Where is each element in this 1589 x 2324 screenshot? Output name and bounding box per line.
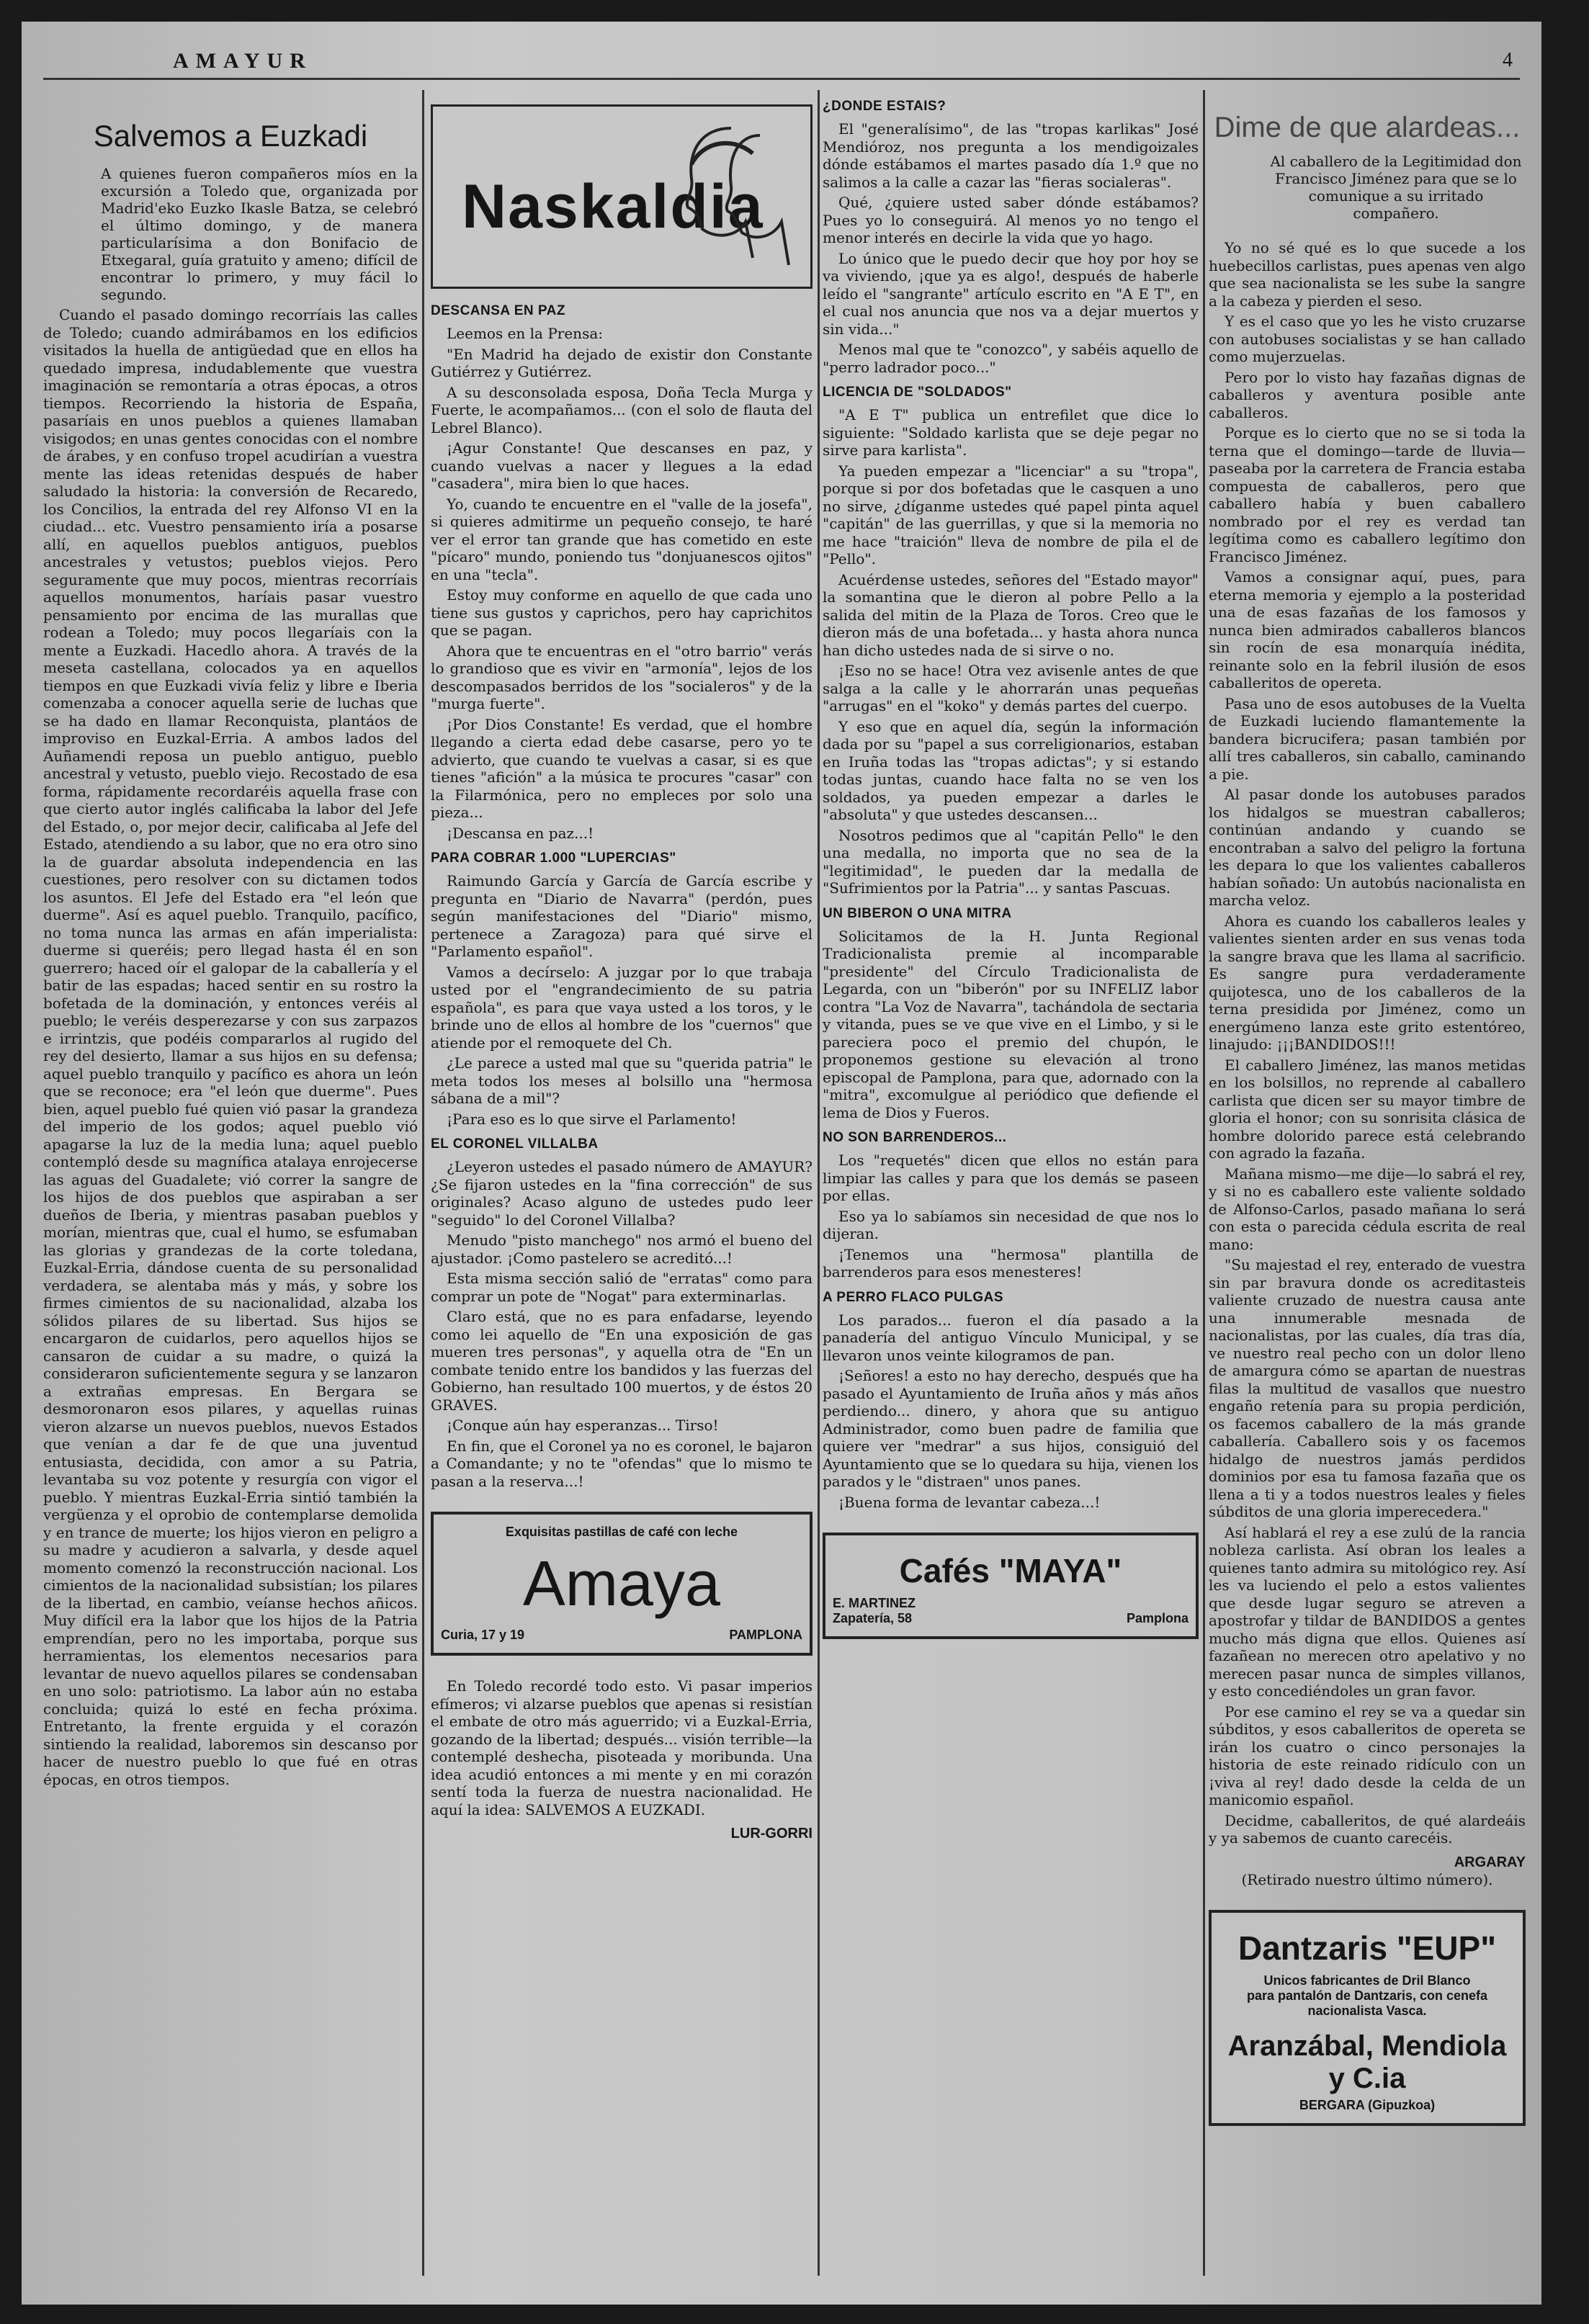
article-paragraph: Pasa uno de esos autobuses de la Vuelta de Euzkadi luciendo flamantemente la bandera bicrucifera; pasan también por allí tres caballeros, sin caballo, caminando a pie. xyxy=(1209,694,1526,783)
section-paragraph: Ya pueden empezar a "licenciar" a su "tropa", porque si por dos bofetadas que le casquen a uno no sirve, ¿díganme ustedes qué papel pinta aquel "capitán" de las guerrillas, y que si la memoria no me hace "traición" lleva de nombre de pila el de "Pello". xyxy=(823,462,1199,567)
ad-brand: Amaya xyxy=(523,1548,720,1619)
section-paragraph: ¡Por Dios Constante! Es verdad, que el hombre llegando a cierta edad debe casarse, pero yo te advierto, que cuando te vuelvas a casar, si es que tienes "afición" a la música te procures "casar" con la Filarmónica, pero no empleces por solo una pieza... xyxy=(431,715,813,821)
section-paragraph: Qué, ¿quiere usted saber dónde estábamos? Pues yo lo conseguirá. Al menos yo no tengo el menor interés en decirle la vida que yo hago. xyxy=(823,194,1199,246)
article-paragraph: Yo no sé qué es lo que sucede a los huebecillos carlistas, pues apenas ven algo que sea nacionalista se les sube la sangre a la cabeza y pierden el seso. xyxy=(1209,239,1526,310)
section-paragraph: ¿Leyeron ustedes el pasado número de AMAYUR? ¿Se fijaron ustedes en la "fina corrección" de sus originales? Acaso alguno de ustedes pudo leer "seguido" lo del Coronel Villalba? xyxy=(431,1158,813,1229)
section-heading: ¿DONDE ESTAIS? xyxy=(823,99,946,114)
section-heading: LICENCIA DE "SOLDADOS" xyxy=(823,385,1012,400)
article-paragraph: En Toledo recordé todo esto. Vi pasar imperios efímeros; vi alzarse pueblos que apenas si resistían el embate de otro más aguerrido; vi a Euzkal-Erria, gozando de la libertad; después... visión terrible—la contemplé deshecha, pisoteada y moribunda. Una idea acudió entonces a mi mente y en mi corazón sentí toda la fuerza de nuestra nacionalidad. He aquí la idea: SALVEMOS A EUZKADI. xyxy=(431,1677,813,1818)
section-paragraph: ¡Eso no se hace! Otra vez avisenle antes de que salga a la calle y le ahorrarán unas pequeñas "arrugas" en el "koko" y demás partes del cuerpo. xyxy=(823,662,1199,714)
ad-tagline: Exquisitas pastillas de café con leche xyxy=(505,1525,738,1539)
section-paragraph: Acuérdense ustedes, señores del "Estado mayor" la somantina que le dieron al pobre Pello a la salida del mitin de la Plaza de Toros. Creo que le dieron más de una bofetada... y hasta ahora nunca han dicho ustedes nada de si sirve o no. xyxy=(823,570,1199,659)
section-paragraph: Eso ya lo sabíamos sin necesidad de que nos lo dijeran. xyxy=(823,1207,1199,1242)
article-dedication: Al caballero de la Legitimidad don Francisco Jiménez para que se lo comunique a su irritado compañero. xyxy=(1270,153,1522,222)
section-heading: A PERRO FLACO PULGAS xyxy=(823,1289,1004,1305)
section-paragraph: Estoy muy conforme en aquello de que cada uno tiene sus gustos y caprichos, pero hay caprichitos que se pagan. xyxy=(431,586,813,639)
article-paragraph: "Su majestad el rey, enterado de vuestra sin par bravura donde os acreditasteis valiente cruzado de nuestra causa ante una innumerable mesnada de nacionalistas, por las cuales, día tras día, ve nuestro real pecho con un dolor lleno de amargura cómo se apartan de nuestras filas la multitud de vasallos que nuestro engaño retenía para su propia perdición, os facemos caballero de la más grande caballería. Caballero sois y os facemos hidalgo de nuestros jamás perdidos dominios por esa tu famosa fazaña que os llena a ti y a todos nuestros leales y fieles súbditos de una gloria imperecedera." xyxy=(1209,1256,1526,1520)
article-paragraph: Ahora es cuando los caballeros leales y valientes sienten arder en sus venas toda la sangre brava que les llama al sacrificio. Es sangre pura verdaderamente quijotesca, uno de los caballeros de la terna presidida por Jiménez, como un energúmeno lanza este grito estentóreo, linajudo: ¡¡¡BANDIDOS!!! xyxy=(1209,912,1526,1053)
article-paragraph: Al pasar donde los autobuses parados los hidalgos se muestran caballeros; continúan andando y cuando se encontraban a salvo del peligro la fortuna les depara lo que los valientes caballeros habían soñado: Un autobús nacionalista en marcha veloz. xyxy=(1209,786,1526,909)
column-3-sections xyxy=(823,99,1199,1511)
article-paragraph: Decidme, caballeritos, de qué alardeáis y ya sabemos de cuanto carecéis. xyxy=(1209,1811,1526,1847)
section-heading: UN BIBERON O UNA MITRA xyxy=(823,905,1012,921)
column-divider xyxy=(1203,90,1205,2276)
amaya-advert xyxy=(431,1512,813,1656)
article-paragraph: Así hablará el rey a ese zulú de la rancia nobleza carlista. Así obran los leales a quienes tanto admira su mitológico rey. Así les va luciendo el pelo a estos valientes que desde lugar seguro se atreven a apostrofar y tildar de BANDIDOS a gentes mucho más digna que ellos. Quienes así fazañean no merecen otro apelativo y no merecen pasar nunca de simples villanos, y esto concediéndoles un gran favor. xyxy=(1209,1523,1526,1700)
article-paragraph: Mañana mismo—me dije—lo sabrá el rey, y si no es caballero este valiente soldado de Alfonso-Carlos, pasado mañana lo será con esta o parecida cédula escrita de real mano: xyxy=(1209,1165,1526,1253)
section-paragraph: Los "requetés" dicen que ellos no están para limpiar las calles y para que los demás se paseen por ellas. xyxy=(823,1152,1199,1204)
article-paragraph: Porque es lo cierto que no se si toda la terna que el domingo—tarde de lluvia—paseaba por la carretera de Francia estaba compuesta de caballeros, pero que caballero había y buen caballero nombrado por el rey es verdad tan legítima como es caballero legítimo don Francisco Jiménez. xyxy=(1209,424,1526,565)
section-paragraph: ¡Para eso es lo que sirve el Parlamento! xyxy=(447,1110,737,1128)
article-title: Salvemos a Euzkadi xyxy=(93,119,368,153)
masthead xyxy=(43,49,1520,80)
section-paragraph: Menos mal que te "conozco", y sabéis aquello de "perro ladrador poco..." xyxy=(823,341,1199,376)
maya-advert xyxy=(823,1533,1199,1639)
column-4-body xyxy=(1209,239,1526,1847)
article-paragraph: El caballero Jiménez, las manos metidas en los bolsillos, no reprende al caballero carlista que dicen ser su mayor timbre de gloria el honor; con su sonrisita clásica de hombre dolorido parece está celebrando con agrado la fazaña. xyxy=(1209,1056,1526,1162)
masthead-brand: AMAYUR xyxy=(173,49,313,73)
article-signature: LUR-GORRI xyxy=(730,1826,813,1841)
section-paragraph: Esta misma sección salió de "erratas" como para comprar un pote de "Nogat" para exterminarlas. xyxy=(431,1270,813,1305)
section-paragraph: ¡Tenemos una "hermosa" plantilla de barrenderos para esos menesteres! xyxy=(823,1245,1199,1280)
section-paragraph: Leemos en la Prensa: xyxy=(447,325,603,342)
section-paragraph: "En Madrid ha dejado de existir don Constante Gutiérrez y Gutiérrez. xyxy=(431,345,813,380)
section-heading: NO SON BARRENDEROS... xyxy=(823,1130,1007,1145)
ad-maker: Aranzábal, Mendiola y C.ia xyxy=(1227,2030,1507,2094)
section-paragraph: ¡Agur Constante! Que descanses en paz, y cuando vuelvas a nacer y llegues a la edad "casadera", mira bien lo que haces. xyxy=(431,439,813,492)
ad-line: para pantalón de Dantzaris, con cenefa nacionalista Vasca. xyxy=(1246,1988,1488,2018)
section-paragraph: Ahora que te encuentras en el "otro barrio" verás lo grandioso que es vivir en "armonía", lejos de los descompasados berridos de los "socialeros" y de la "murga fuerte". xyxy=(431,642,813,712)
ad-city: Pamplona xyxy=(1126,1611,1189,1625)
article-paragraph: Vamos a consignar aquí, pues, para eterna memoria y ejemplo a la posteridad una de esas fazañas de los famosos y nunca bien admirados caballeros blancos sin rocín de esa monarquía inédita, reinante solo en la febril ilusión de esos caballeritos de opereta. xyxy=(1209,568,1526,691)
page-number: 4 xyxy=(1503,49,1513,71)
section-heading: PARA COBRAR 1.000 "LUPERCIAS" xyxy=(431,851,676,866)
column-3 xyxy=(823,90,1199,2276)
article-title: Dime de que alardeas... xyxy=(1214,112,1521,143)
section-paragraph: El "generalísimo", de las "tropas karlikas" José Mendióroz, nos pregunta a los mendigoizales dónde estábamos el martes pasado día 1.º que no salimos a la calle a cazar las "fieras socialeras". xyxy=(823,120,1199,191)
section-paragraph: ¡Conque aún hay esperanzas... Tirso! xyxy=(447,1417,719,1434)
article-paragraph: Cuando el pasado domingo recorríais las calles de Toledo; cuando admirábamos en los edificios visitados la huella de antigüedad que en ellos ha quedado impresa, indudablemente que vuestra imaginación se remontaría a otras épocas, a otros tiempos. Recorriendo la historia de España, pasaríais en unos pueblos a quienes llamaban visigodos; en unas gentes conocidas con el nombre de árabes, y en confuso tropel acudirían a vuestra mente las ideas retenidas después de haber saludado la historia: la conversión de Recaredo, los Concilios, la entrada del rey Alfonso VI en la ciudad... etc. Vuestro pensamiento iría a posarse allí, en aquellos pueblos antiguos, pueblos ancestrales y vetustos; pueblos viejos. Pero seguramente que muy pocos, mientras recorríais aquellos monumentos, haríais pasar vuestro pensamiento por encima de las murallas que rodean a Toledo; muy pocos llegaríais con la mente a Euzkadi. Hacedlo ahora. A través de la meseta castellana, colocados ya en aquellos tiempos en que Euzkadi vivía feliz y libre e Iberia comenzaba a conocer aquella serie de luchas que se ha dado en llamar Reconquista, plantáos de improviso en Euzkal-Erria. A ambos lados del Auñamendi reposa un pueblo antiguo, pueblo ancestral y vetusto, pueblo viejo. Recostado de esa forma, rápidamente recordaréis aquella frase con que cierto autor inglés calificaba la labor del Jefe del Estado, o, por mejor decir, calificaba al Jefe del Estado, atendiendo a su labor, que no era otro sino la de guardar absoluta independencia en las cuestiones, pero resolver con su dictamen todos los asuntos. El Jefe del Estado era "el león que duerme". Así es aquel pueblo. Tranquilo, pacífico, no toma nunca las armas en afán imperialista: duerme si queréis; pero llegad hasta él en son guerrero; haced oír el galopar de la caballería y el batir de las espadas; haced sentir en su rostro la bofetada de la dominación, y entonces veréis al pueblo; le veréis desperezarse y con sus zarpazos e irrintzis, que podéis compararlos al rugido del rey del desierto, llamar a sus hijos en su defensa; aquel pueblo tranquilo y pacífico es ahora un león que se reconoce; era "el león que duerme". Pues bien, aquel pueblo fué quien vió pasar la grandeza del imperio de los godos; aquel pueblo vió apagarse la luz de la media luna; aquel pueblo contempló desde su magnífica atalaya enrojecerse las aguas del Guadalete; vió correr la sangre de los hijos de dos pueblos que aspiraban a ser dueños de Iberia, y mientras pasaban pueblos y morían, mientras que, cual el humo, se esfumaban las glorias y grandezas de la corte toledana, Euzkal-Erria, dándose cuenta de su personalidad verdadera, se alentaba más y más, y sobre los firmes cimientos de su nacionalidad, alzaba los sólidos pilares de su libertad. Sus hijos se encargaron de cuidarlos, pero aquellos hijos se cansaron de cuidar a su madre, o quizá la consideraron suficientemente segura y se lanzaron a extrañas empresas. En Bergara se desmoronaron esos pilares, y aquellas ruinas vieron alzarse un nuevos pueblos, nuevos Estados que venían a dar fe de que una juventud entusiasta, decidida, con amor a su Patria, levantaba su voz potente y resurgía con vigor el pueblo. Y mientras Euzkal-Erria sintió también la vergüenza y el oprobio de contemplarse demolida y en trance de muerte; los hijos vieron en peligro a su madre y acudieron a salvarla, y desde aquel momento comenzó la reconstrucción nacional. Los cimientos de la nacionalidad subsistían; los pilares de la libertad, en cambio, veíanse hechos añicos. Muy difícil era la labor que los hijos de la Patria emprendían, pero no les importaba, porque sus herramientas, los elementos necesarios para levantar de nuevo aquellos pilares se condensaban en uno solo: patriotismo. La labor aún no estaba concluida; quizá lo esté en fecha próxima. Entretanto, la frente erguida y el corazón sintiendo la realidad, laboremos sin descanso por hacer de nuestro pueblo lo que fué en otras épocas, en otros tiempos. xyxy=(43,306,418,1788)
two-faces-icon xyxy=(652,114,796,279)
section-paragraph: Claro está, que no es para enfadarse, leyendo como lei aquello de "En una exposición de gas mueren tres personas", y aquella otra de "En un combate tenido entre los bandidos y las fuerzas del Gobierno, han resultado 100 muertos, y de éstos 20 GRAVES. xyxy=(431,1308,813,1414)
section-paragraph: Lo único que le puedo decir que hoy por hoy se va viviendo, ¡que ya es algo!, después de haberle leído el "sangrante" artículo escrito en "A E T", en el cual nos anuncia que nos va a dejar muertos y sin vida..." xyxy=(823,249,1199,338)
section-paragraph: Y eso que en aquel día, según la información dada por su "papel a sus correligionarios, estaban en Iruña todas las "tropas adictas"; y si estando todas juntas, cuando hace falta no se ven los soldados, ya pueden empezar a darles le "absoluta" y que ustedes descansen... xyxy=(823,717,1199,823)
section-paragraph: "A E T" publica un entrefilet que dice lo siguiente: "Soldado karlista que se deje pegar no sirve para karlista". xyxy=(823,406,1199,459)
editor-note: (Retirado nuestro último número). xyxy=(1241,1870,1493,1888)
section-paragraph: Solicitamos de la H. Junta Regional Tradicionalista premie al incomparable "presidente" del Círculo Tradicionalista de Legarda, con un "biberón" por su INFELIZ labor contra "La Voz de Navarra", tachándola de sectaria y vitanda, pues se ve que vive en el Limbo, y si le pareciera poco el premio del chupón, le proponemos gestione su elevación al trono episcopal de Pamplona, para que, adornado con la "mitra", excomulgue al periódico que defiende el lema de Dios y Fueros. xyxy=(823,927,1199,1121)
section-paragraph: En fin, que el Coronel ya no es coronel, le bajaron a Comandante; y no te "ofendas" que lo mismo te pasan a la reserva...! xyxy=(431,1437,813,1490)
section-paragraph: ¿Le parece a usted mal que su "querida patria" le meta todos los meses al bolsillo una "hermosa sábana de a mil"? xyxy=(431,1054,813,1107)
section-paragraph: Nosotros pedimos que al "capitán Pello" le den una medalla, no importa que no sea de la "legitimidad", le pueden dar la medalla de "Sufrimientos por la Patria"... y santas Pascuas. xyxy=(823,826,1199,897)
section-paragraph: ¡Buena forma de levantar cabeza...! xyxy=(838,1493,1101,1511)
ad-address: Curia, 17 y 19 xyxy=(441,1628,525,1642)
section-heading: EL CORONEL VILLALBA xyxy=(431,1136,599,1152)
article-paragraph: Pero por lo visto hay fazañas dignas de caballeros y aventura posible ante caballeros. xyxy=(1209,368,1526,421)
article-signature: ARGARAY xyxy=(1454,1854,1526,1870)
section-paragraph: ¡Señores! a esto no hay derecho, después que ha pasado el Ayuntamiento de Iruña años y más años perdiendo... dinero, y ahora que su antiguo Administrador, como buen padre de familia que quiere ver "medrar" a sus hijos, consiguió del Ayuntamiento que se lo quedara su hija, vienen los parados y le "distraen" unos panes. xyxy=(823,1367,1199,1490)
section-paragraph: ¡Descansa en paz...! xyxy=(447,824,594,842)
ad-owner: E. MARTINEZ xyxy=(833,1596,916,1610)
section-logo xyxy=(431,104,813,289)
logo-word: Naskaldia xyxy=(462,172,764,241)
section-paragraph: Los parados... fueron el día pasado a la panadería del antiguo Vínculo Municipal, y se llevaron unos veinte kilogramos de pan. xyxy=(823,1311,1199,1364)
column-2 xyxy=(431,90,813,2276)
section-paragraph: Vamos a decírselo: A juzgar por lo que trabaja usted por el "engrandecimiento de su patria española", es para que vaya usted a los toros, y le brinde uno de ellos al hombre de los "cuernos" que atiende por el remoquete del Ch. xyxy=(431,963,813,1051)
section-paragraph: Yo, cuando te encuentre en el "valle de la josefa", si quieres admitirme un pequeño consejo, te haré ver el error tan grande que has cometido en este "pícaro" mundo, poniendo tus "donjuanescos ojitos" en una "tecla". xyxy=(431,495,813,583)
section-paragraph: A su desconsolada esposa, Doña Tecla Murga y Fuerte, le acompañamos... (con el solo de flauta del Lebrel Blanco). xyxy=(431,383,813,436)
section-paragraph: Raimundo García y García de García escribe y pregunta en "Diario de Navarra" (perdón, pues según manifestaciones del "Diario" mismo, pertenece a Zaragoza) para qué sirve el "Parlamento español". xyxy=(431,872,813,960)
ad-city: BERGARA (Gipuzkoa) xyxy=(1299,2098,1436,2112)
newspaper-page xyxy=(22,22,1541,2305)
article-paragraph: Y es el caso que yo les he visto cruzarse con autobuses socialistas y se han callado como mujerzuelas. xyxy=(1209,313,1526,365)
column-4 xyxy=(1209,90,1526,2276)
ad-address: Zapatería, 58 xyxy=(833,1611,913,1625)
article-lede: A quienes fueron compañeros míos en la excursión a Toledo que, organizada por Madrid'eko Euzko Ikasle Batza, se celebró el último domingo, y de manera particularísima a don Bonifacio de Etxegaral, guía gratuito y ameno; difícil de encontrar lo primero, y muy fácil lo segundo. xyxy=(101,165,418,303)
column-1 xyxy=(43,90,418,2276)
article-paragraph: Por ese camino el rey se va a quedar sin súbditos, y esos caballeritos de opereta se irán los cuatro o cinco personajes la historia de este reinado ridículo con un ¡viva al rey! dado desde la celda de un manicomio español. xyxy=(1209,1702,1526,1808)
column-divider xyxy=(818,90,820,2276)
ad-brand: Dantzaris "EUP" xyxy=(1237,1929,1497,1967)
column-divider xyxy=(422,90,424,2276)
ad-city: PAMPLONA xyxy=(729,1628,802,1642)
section-heading: DESCANSA EN PAZ xyxy=(431,303,565,318)
section-paragraph: Menudo "pisto manchego" nos armó el bueno del ajustador. ¡Como pastelero se acreditó...! xyxy=(431,1231,813,1267)
column-2-sections xyxy=(431,303,813,1490)
ad-line: Unicos fabricantes de Dril Blanco xyxy=(1263,1973,1471,1988)
ad-brand: Cafés "MAYA" xyxy=(899,1552,1122,1589)
dantzaris-advert xyxy=(1209,1910,1526,2126)
